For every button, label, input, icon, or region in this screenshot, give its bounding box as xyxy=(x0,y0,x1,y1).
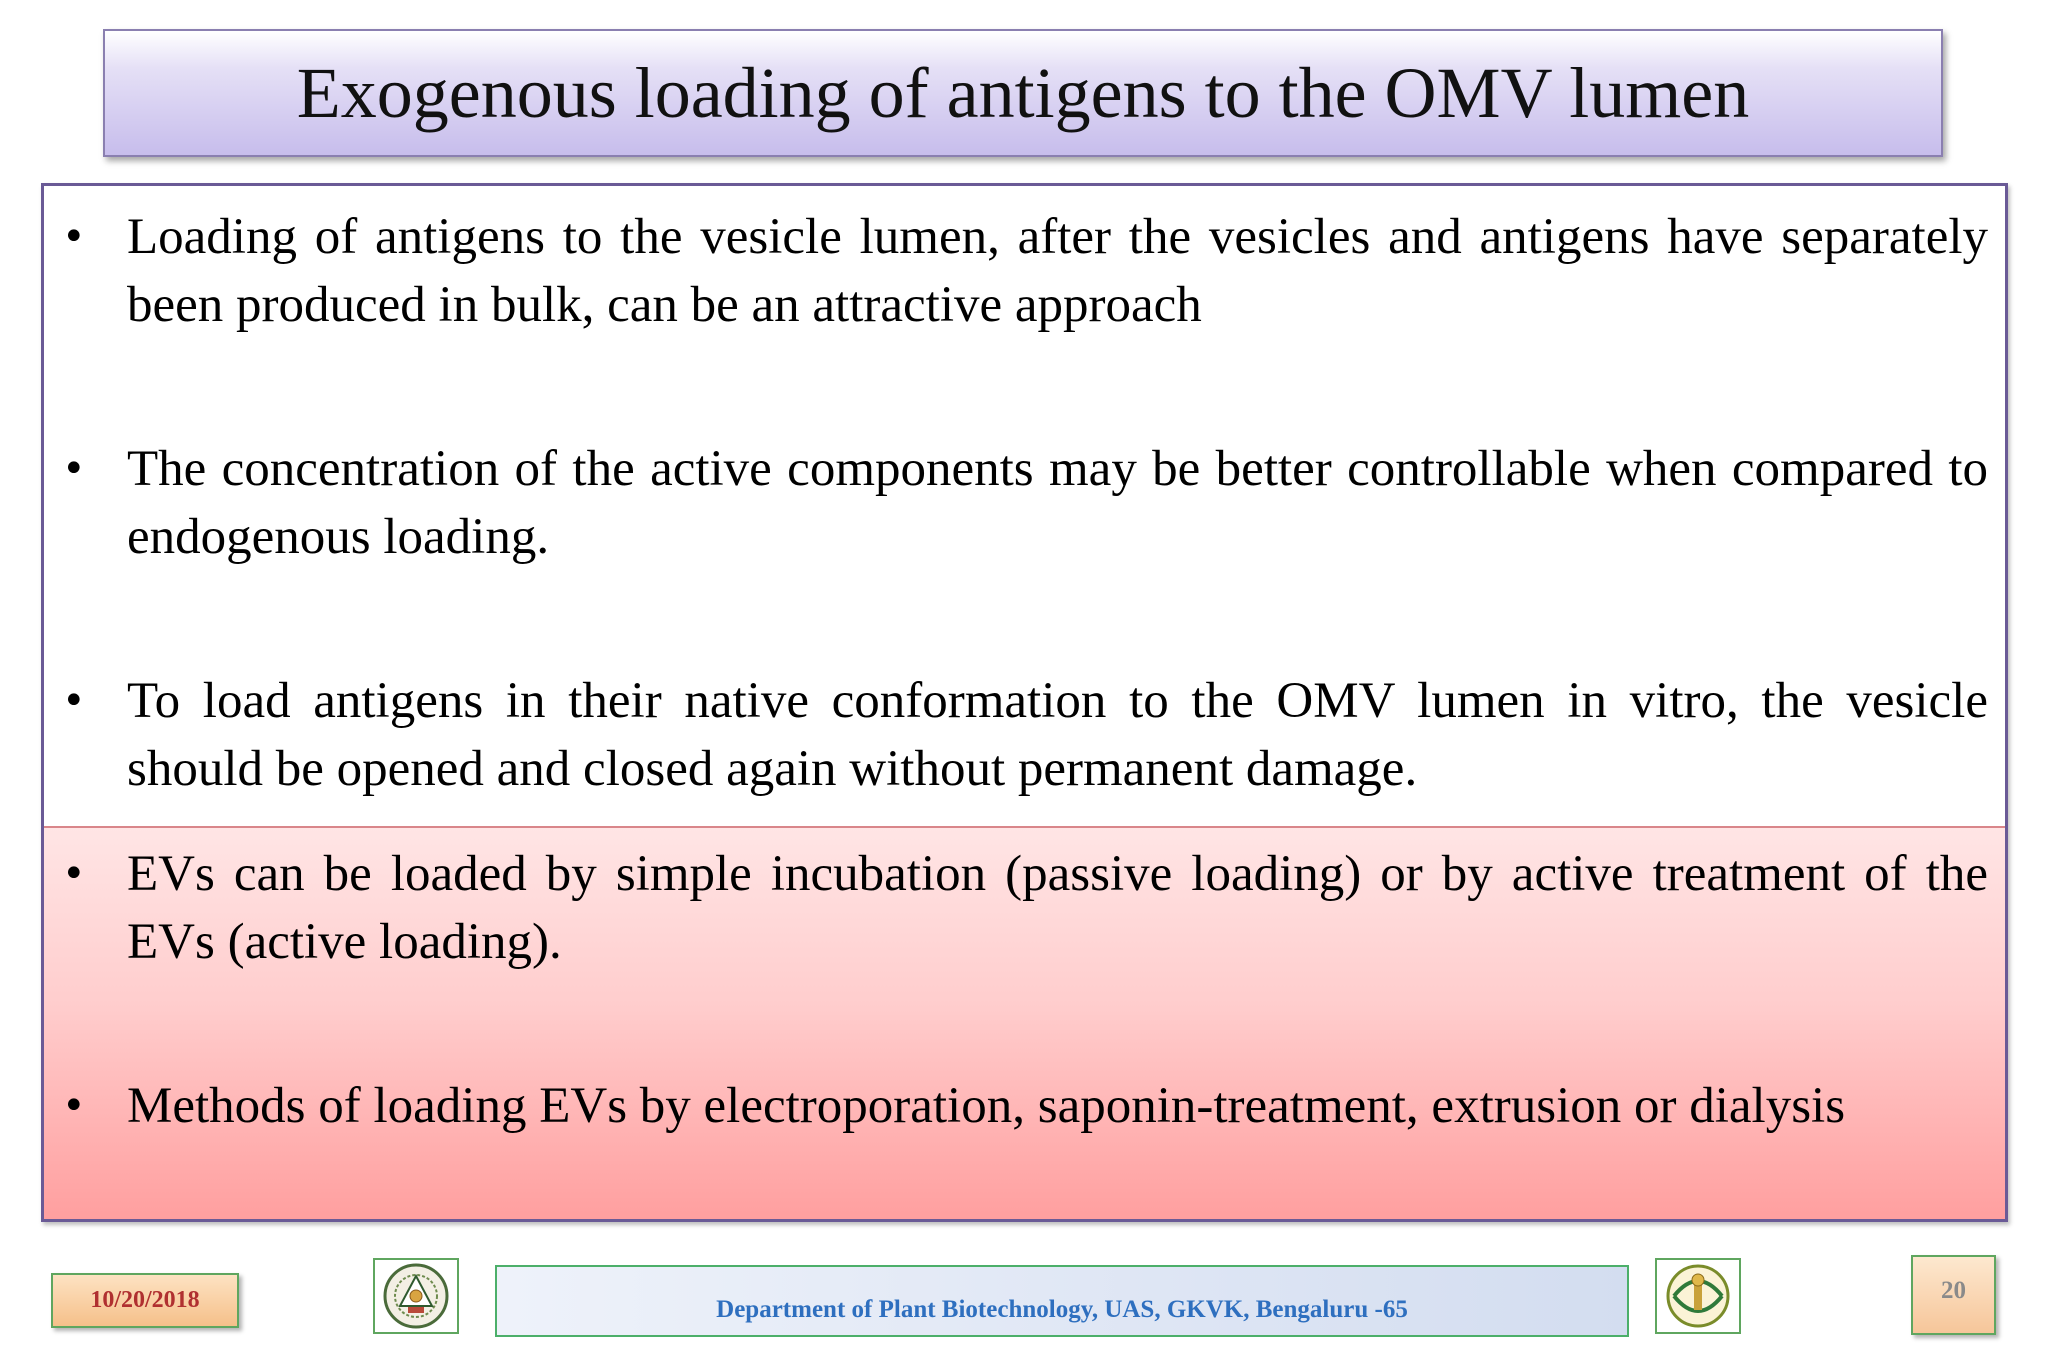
bullet-item xyxy=(44,667,2005,803)
slide-title: Exogenous loading of antigens to the OMV lumen xyxy=(296,52,1750,133)
bullet-item xyxy=(44,203,2005,339)
bullet-text: To load antigens in their native conformation to the OMV lumen in vitro, the vesicle should be opened and closed again without permanent damage. xyxy=(127,673,1988,797)
bullet-text: The concentration of the active components may be better controllable when compared to endogenous loading. xyxy=(127,441,1988,565)
bullet-text: Loading of antigens to the vesicle lumen, after the vesicles and antigens have separately been produced in bulk, can be an attractive approach xyxy=(127,209,1988,333)
university-seal-icon xyxy=(373,1258,459,1334)
bullet-text: Methods of loading EVs by electroporation, saponin-treatment, extrusion or dialysis xyxy=(127,1078,1846,1134)
bullet-dot: • xyxy=(62,446,86,492)
bullet-item xyxy=(44,840,2005,976)
slide-title-box xyxy=(103,29,1943,157)
bullet-dot: • xyxy=(62,1083,86,1129)
footer-date: 10/20/2018 xyxy=(51,1273,239,1328)
upper-bullet-area xyxy=(44,186,2005,826)
page-number: 20 xyxy=(1911,1255,1996,1335)
bullet-item xyxy=(44,1072,2005,1140)
content-frame xyxy=(41,183,2008,1222)
bullet-item xyxy=(44,435,2005,571)
highlighted-bullet-area xyxy=(44,826,2005,1219)
bullet-dot: • xyxy=(62,214,86,260)
institution-emblem-icon xyxy=(1655,1258,1741,1334)
footer-department: Department of Plant Biotechnology, UAS, GKVK, Bengaluru -65 xyxy=(495,1265,1629,1337)
bullet-dot: • xyxy=(62,678,86,724)
bullet-text: EVs can be loaded by simple incubation (passive loading) or by active treatment of the EVs (active loading). xyxy=(127,846,1988,970)
bullet-dot: • xyxy=(62,851,86,897)
